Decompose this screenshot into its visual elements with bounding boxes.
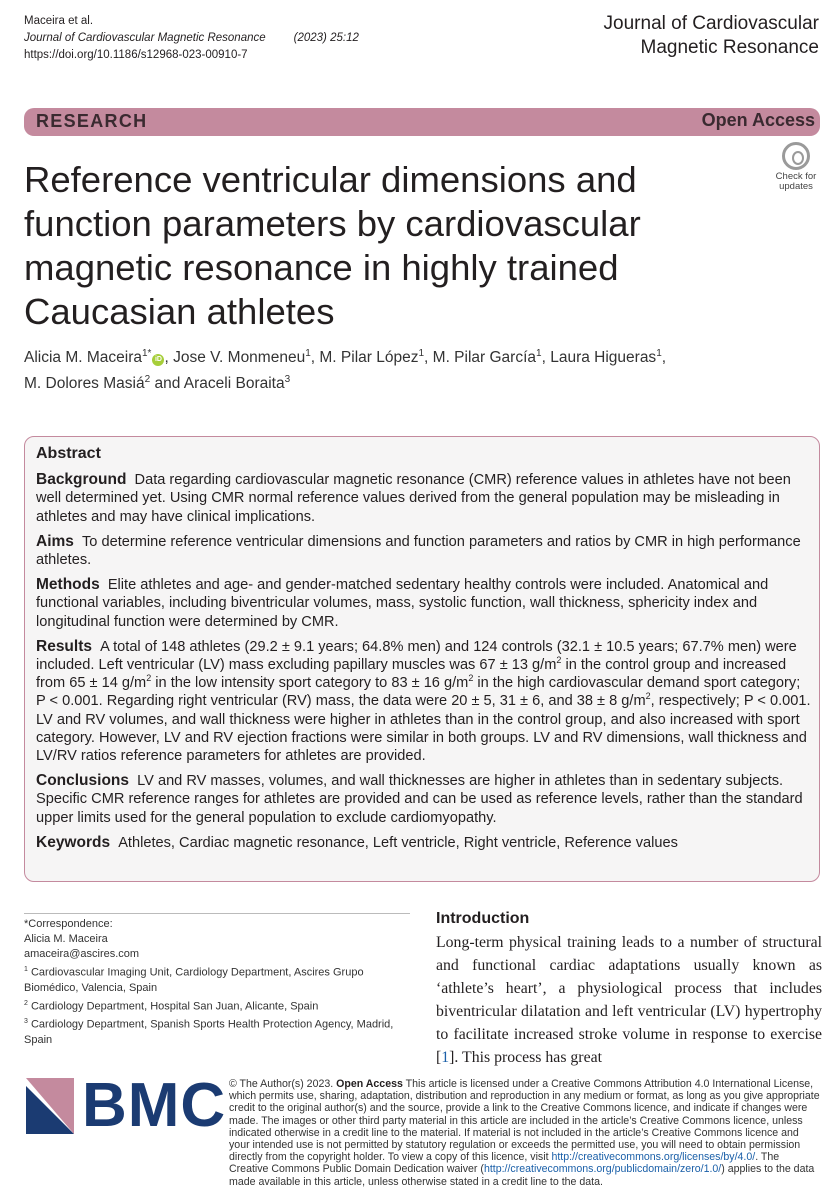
introduction-heading: Introduction [436,910,530,927]
orcid-icon[interactable]: iD [152,354,164,366]
reference-link[interactable]: 1 [441,1049,450,1066]
affiliation-1 [24,962,414,996]
author-name[interactable]: Laura Higueras [550,349,657,367]
results-text: in the control group and increased from 65 ± 14 g/m [36,657,787,692]
results-text: A total of 148 athletes (29.2 ± 9.1 years; 64.8% men) and 124 controls (32.1 ± 10.5 years; 67.7% men) were included. Left ventricular (LV) mass excluding papillary muscles was 67 ± 13 g/m [36,638,797,674]
affiliation-2 [24,996,414,1015]
license-part: . The Creative Commons Public Domain Dedication waiver ( [229,1151,780,1176]
author-name[interactable]: Araceli Boraita [183,375,285,393]
background-text: Data regarding cardiovascular magnetic resonance (CMR) reference values in athletes have not been well determined yet. Using CMR normal reference values derived from the general population may be misleading in athletes and may have clinical implications. [36,472,791,525]
results-label: Results [36,637,92,655]
license-open-access: Open Access [336,1078,403,1090]
author-affiliation: 1 [418,348,425,359]
introduction-text: Long-term physical training leads to a number of structural and functional cardiac adaptations usually known as ‘athlete’s heart’, a physiological process that includes biventricular dilatation and left ventricular (LV) hypertrophy to facilitate increased stroke volume in response to exercise [ [436,934,822,1066]
aims-text: To determine reference ventricular dimensions and function parameters and ratios by CMR in high performance athletes. [36,533,801,569]
superscript: 2 [146,673,152,684]
affiliation-text: Cardiovascular Imaging Unit, Cardiology Department, Ascires Grupo Biomédico, Valencia, Spain [24,966,364,994]
affiliation-number: 1 [24,966,28,973]
keywords-text: Athletes, Cardiac magnetic resonance, Left ventricle, Right ventricle, Reference values [118,834,678,851]
affiliation-3 [24,1014,414,1048]
open-access-label: Open Access [701,110,815,130]
author-name[interactable]: M. Pilar García [432,349,537,367]
abstract-keywords [36,834,812,852]
results-text: , respectively; P < 0.001. LV and RV volumes, and wall thickness were higher in athletes than in the control group, and also increased with sport category. However, LV and RV ejection fractions were similar in both groups. LV and RV dimensions, wall thickness and LV/RV ratios reference parameters for athletes are provided. [36,693,811,765]
license-link[interactable]: http://creativecommons.org/licenses/by/4.0/ [551,1151,756,1164]
authors-and: and [154,375,181,393]
author-name[interactable]: Alicia M. Maceira [24,349,142,367]
abstract-aims [36,533,812,569]
check-for-updates-badge[interactable] [770,142,822,192]
article-title: Reference ventricular dimensions and function parameters by cardiovascular magnetic resonance in highly trained Caucasian athletes [24,159,641,332]
abstract-results [36,638,812,765]
journal-name-line1: Journal of Cardiovascular [603,13,819,34]
article-type-label: RESEARCH [36,111,148,131]
superscript: 2 [556,655,562,666]
header-journal: Journal of Cardiovascular Magnetic Resonance [24,32,266,44]
author-affiliation: 1* [142,348,152,359]
bmc-logo-text: BMC [82,1071,227,1140]
introduction-paragraph [436,931,822,1069]
license-part: This article is licensed under a Creative Commons Attribution 4.0 International License, which permits use, sharing, adaptation, distribution and reproduction in any medium or format, as long as you give appropriate credit to the original author(s) and the source, provide a link to the Creative Commons licence, and indicate if changes were made. The images or other third party material in this article are included in the article’s Creative Commons licence, unless indicated otherwise in a credit line to the material. If material is not included in the article’s Creative Commons licence and your intended use is not permitted by statutory regulation or exceeds the permitted use, you will need to obtain permission directly from the copyright holder. To view a copy of this licence, visit [229,1078,820,1164]
superscript: 2 [645,691,651,702]
superscript: 2 [468,673,474,684]
author-name[interactable]: M. Dolores Masiá [24,375,145,393]
aims-label: Aims [36,532,74,550]
header-doi-link[interactable]: https://doi.org/10.1186/s12968-023-00910-7 [24,49,248,61]
results-text: in the low intensity sport category to 83 ± 16 g/m [151,675,469,692]
author-affiliation: 1 [656,348,662,359]
conclusions-text: LV and RV masses, volumes, and wall thicknesses are higher in athletes than in sedentary subjects. Specific CMR reference ranges for athletes are provided and can be used as reference levels, rather than the standard upper limits used for the general population to exclude cardiomyopathy. [36,773,803,826]
abstract-background [36,471,812,526]
license-part: ) applies to the data made available in this article, unless otherwise stated in a credit line to the data. [229,1163,815,1188]
affiliation-number: 3 [24,1018,28,1026]
methods-label: Methods [36,576,100,594]
header-authors: Maceira et al. [24,15,94,27]
abstract-heading: Abstract [36,445,101,462]
check-for-updates-line2: updates [779,181,813,192]
author-list: Alicia M. Maceira$^{1*}$iD , Jose V. Monmeneu$^1$, M. Pilar López$^1$, M. Pilar García$^1$, Laura Higueras$^1$, M. Dolores Masiá$^2$ and Araceli Boraita$^3$ [24,348,667,393]
author-affiliation: 3 [284,374,291,386]
background-label: Background [36,471,127,489]
author-affiliation: 1 [536,348,542,359]
results-text: in the high cardiovascular demand sport category; P < 0.001. Regarding right ventricular (RV) mass, the data were 20 ± 5, 31 ± 6, and 38 ± 8 g/m [36,675,801,710]
methods-text: Elite athletes and age- and gender-matched sedentary healthy controls were included. Anatomical and functional variables, including biventricular volumes, mass, systolic function, wall thickness, sphericity index and longitudinal function were determined by CMR. [36,577,769,630]
header-citation: (2023) 25:12 [293,32,359,44]
keywords-label: Keywords [36,833,111,851]
correspondence-block [24,917,414,1048]
check-for-updates-icon [782,142,810,170]
affiliation-text: Cardiology Department, Hospital San Juan, Alicante, Spain [30,1000,319,1013]
abstract-methods [36,576,812,631]
conclusions-label: Conclusions [36,772,130,790]
affiliation-text: Cardiology Department, Spanish Sports Health Protection Agency, Madrid, Spain [24,1018,394,1046]
abstract-conclusions [36,772,812,827]
correspondence-name: Alicia M. Maceira [24,933,108,945]
author-affiliation: 2 [144,374,151,386]
license-text [229,1078,821,1188]
affiliation-number: 2 [24,999,28,1007]
footnote-divider [24,913,410,914]
introduction-text: ]. This process has great [449,1049,602,1066]
correspondence-email[interactable]: amaceira@ascires.com [24,948,140,960]
public-domain-link[interactable]: http://creativecommons.org/publicdomain/zero/1.0/ [483,1163,722,1176]
correspondence-label: *Correspondence: [24,918,113,930]
author-affiliation: 1 [305,348,311,359]
check-for-updates-line1: Check for [775,171,817,182]
author-name[interactable]: Jose V. Monmeneu [173,349,306,367]
abstract-content [36,445,812,859]
license-part: © The Author(s) 2023. [229,1078,337,1090]
journal-name [604,12,819,60]
running-header [24,13,359,64]
journal-name-line2: Magnetic Resonance [640,37,819,58]
author-name[interactable]: M. Pilar López [319,349,419,367]
